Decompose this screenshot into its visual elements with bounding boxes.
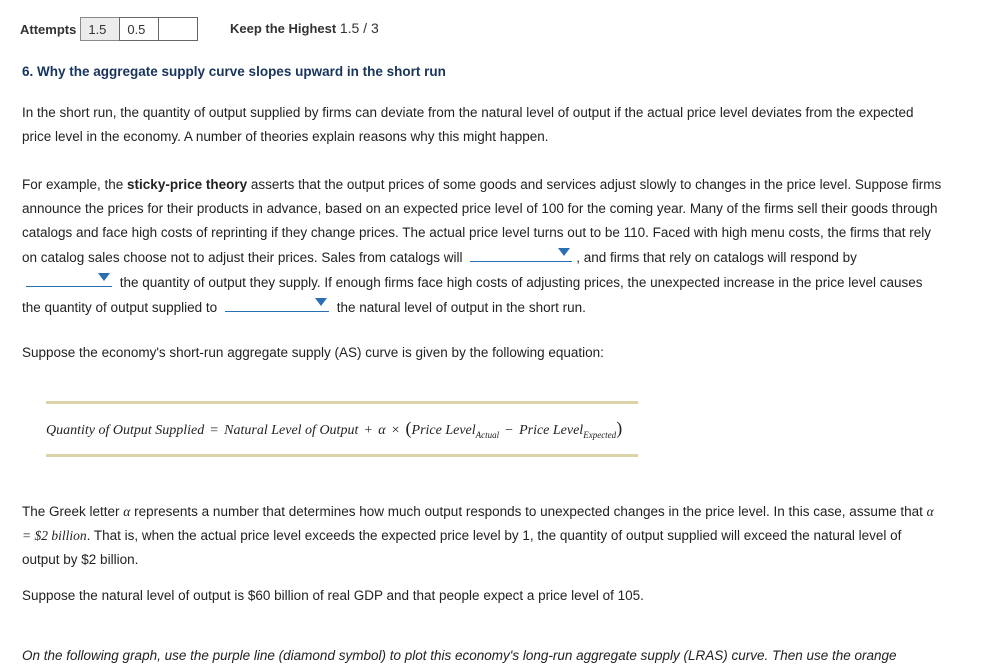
attempt-score-2[interactable]: 0.5 [119, 17, 159, 41]
example-text-5: the natural level of output in the short run. [336, 300, 586, 315]
sticky-price-theory-term: sticky-price theory [127, 177, 248, 192]
keep-highest-value: 1.5 / 3 [339, 20, 379, 36]
graph-instructions-paragraph: On the following graph, use the purple line (diamond symbol) to plot this economy's long-run aggregate supply (LRAS) curve. Then use the orange [22, 648, 897, 663]
greek-alpha-symbol: α [123, 504, 131, 519]
equation-open-paren: ( [405, 418, 412, 438]
equation-minus: − [505, 423, 514, 438]
question-title: 6. Why the aggregate supply curve slopes upward in the short run [22, 64, 446, 79]
chevron-down-icon [558, 248, 570, 256]
equation-price-level-actual: Price Level [411, 423, 476, 438]
as-equation [46, 418, 622, 440]
firms-response-dropdown[interactable] [26, 270, 112, 287]
equation-price-level-expected: Price Level [519, 423, 584, 438]
example-text-1: For example, the [22, 177, 128, 192]
keep-highest-label: Keep the Highest [230, 21, 337, 36]
chevron-down-icon [98, 273, 110, 281]
intro-paragraph: In the short run, the quantity of output supplied by firms can deviate from the natural level of output if the actual price level deviates from the expected price level in the economy. A number of theories explain reasons why this might happen. [22, 105, 914, 144]
equation-times: × [391, 423, 400, 438]
equation-plus: + [364, 423, 373, 438]
equation-expected-subscript: Expected [583, 429, 617, 440]
equation-natural: Natural Level of Output [224, 423, 359, 438]
greek-text-3: . That is, when the actual price level exceeds the expected price level by 1, the quantity of output supplied will exceed the natural level of output by $2 billion. [22, 528, 902, 567]
natural-level-paragraph: Suppose the natural level of output is $60 billion of real GDP and that people expect a price level of 105. [22, 588, 644, 603]
example-text-2: asserts that the output prices of some goods and services adjust slowly to changes in the price level. Suppose firms announce the prices for their products in advance, based on an expected price level of 100 for the coming year. Many of the firms sell their goods through catalogs and face high costs of reprinting if they change prices. The actual price level turns out to be 110. Faced with high menu costs, the firms that rely on catalog sales choose not to adjust their prices. Sales from catalogs will [22, 177, 942, 265]
greek-text-2: represents a number that determines how much output responds to unexpected changes in the price level. In this case, assume that [130, 504, 927, 519]
chevron-down-icon [315, 298, 327, 306]
equation-box [46, 401, 638, 457]
greek-text-1: The Greek letter [22, 504, 124, 519]
output-vs-natural-dropdown[interactable] [225, 295, 329, 312]
equation-close-paren: ) [616, 418, 623, 438]
greek-alpha-paragraph [22, 500, 942, 572]
catalog-sales-dropdown[interactable] [470, 245, 572, 262]
attempts-row [20, 16, 198, 42]
equation-alpha: α [378, 423, 386, 438]
equation-lhs: Quantity of Output Supplied [46, 423, 205, 438]
as-intro-paragraph: Suppose the economy's short-run aggregate supply (AS) curve is given by the following equation: [22, 345, 604, 360]
example-paragraph [22, 173, 942, 320]
attempts-label: Attempts [20, 21, 77, 37]
attempt-score-1[interactable]: 1.5 [80, 17, 120, 41]
example-text-4: the quantity of output they supply. If enough firms face high costs of adjusting prices, the unexpected increase in the price level causes the quantity of output supplied to [22, 275, 923, 315]
example-text-3: , and firms that rely on catalogs will respond by [576, 250, 857, 265]
keep-highest [230, 20, 379, 36]
attempt-score-3[interactable] [158, 17, 198, 41]
alpha-value: α = $2 billion [22, 504, 934, 543]
equation-actual-subscript: Actual [475, 429, 500, 440]
equation-equals: = [210, 423, 219, 438]
